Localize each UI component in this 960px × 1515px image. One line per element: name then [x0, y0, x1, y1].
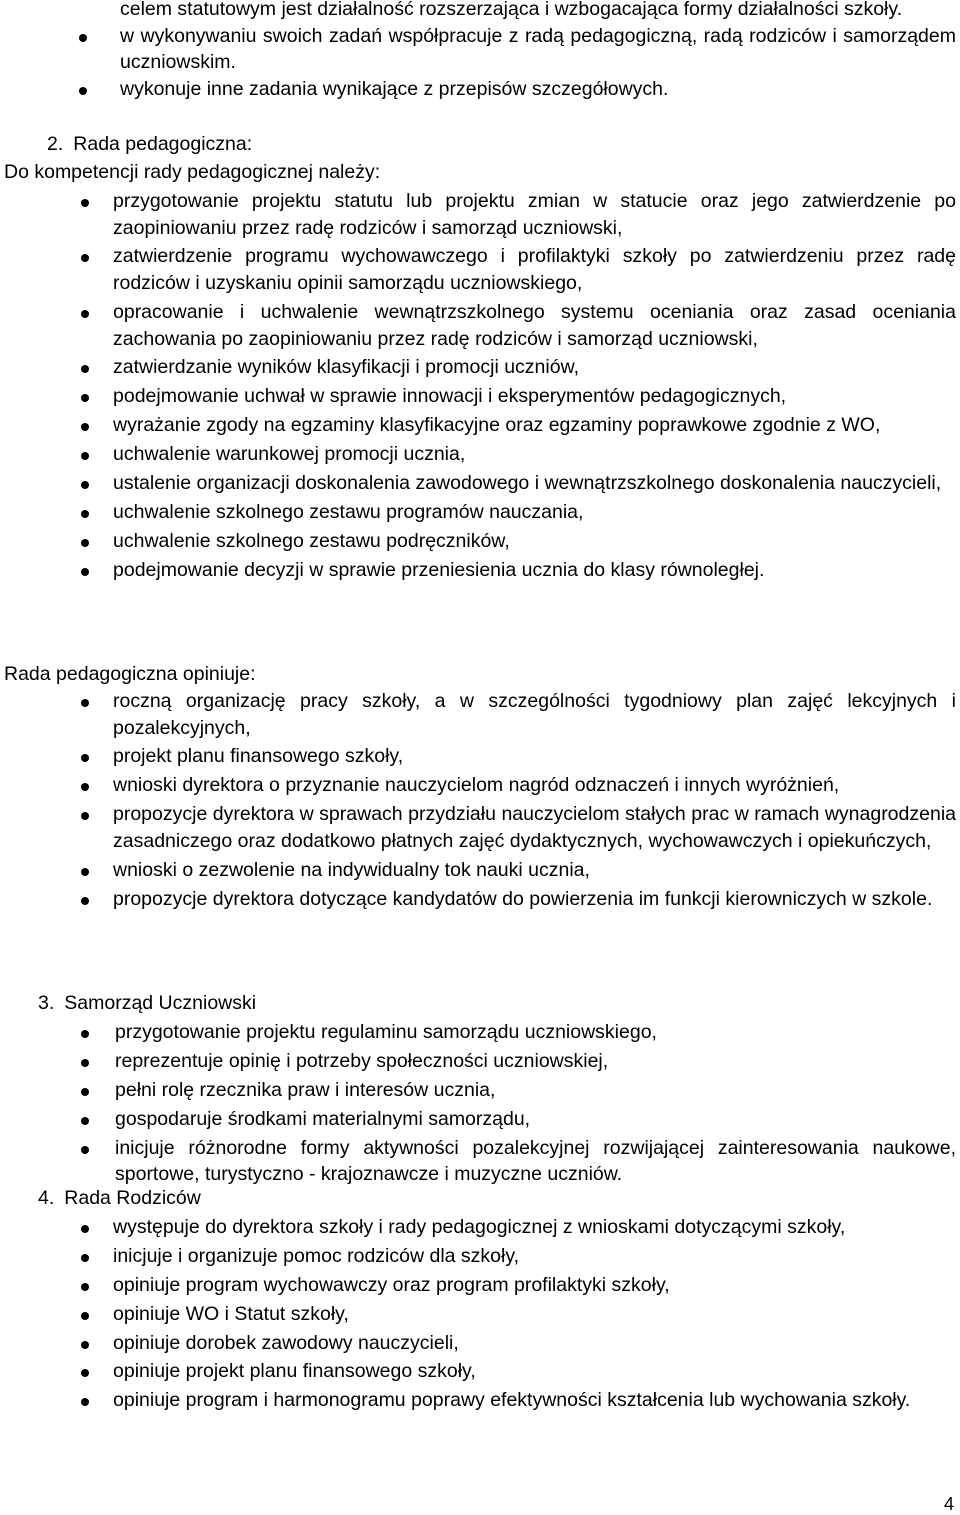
- list-item-text: podejmowanie decyzji w sprawie przeniesienia ucznia do klasy równoległej.: [113, 558, 765, 581]
- bullet-icon: [81, 510, 89, 518]
- bullet-icon: [81, 812, 89, 820]
- list-item-text: opiniuje WO i Statut szkoły,: [113, 1302, 349, 1325]
- list-item: [0, 1048, 960, 1075]
- list-item-text: podejmowanie uchwał w sprawie innowacji i eksperymentów pedagogicznych,: [113, 385, 787, 408]
- bullet-icon: [81, 754, 89, 762]
- list-item: [0, 243, 960, 296]
- list-item-text: uchwalenie szkolnego zestawu podręczników,: [113, 529, 510, 552]
- section-number: 2.: [47, 133, 64, 155]
- list-item-text: roczną organizację pracy szkoły, a w szczególności tygodniowy plan zajęć lekcyjnych i pozalekcyjnych,: [113, 690, 956, 739]
- list-item-text: zatwierdzanie wyników klasyfikacji i promocji uczniów,: [113, 356, 580, 379]
- list-item-text: inicjuje i organizuje pomoc rodziców dla szkoły,: [113, 1244, 520, 1267]
- list-item: [0, 76, 960, 103]
- bullet-icon: [81, 1146, 89, 1154]
- bullet-icon: [81, 365, 89, 373]
- list-item: [0, 1330, 960, 1357]
- list-item-text: wykonuje inne zadania wynikające z przepisów szczegółowych.: [120, 77, 669, 100]
- list-item: [0, 772, 960, 799]
- bullet-icon: [79, 87, 87, 95]
- section-heading-rada-rodzicow: [38, 1187, 201, 1210]
- bullet-icon: [81, 199, 89, 207]
- list-item-text: inicjuje różnorodne formy aktywności pozalekcyjnej rozwijającej zainteresowania naukowe, sportowe, turystyczno - krajoznawcze i muzyczne uczniów.: [115, 1136, 956, 1186]
- bullet-icon: [81, 1117, 89, 1125]
- bullet-icon: [81, 1312, 89, 1320]
- bullet-icon: [81, 310, 89, 318]
- list-item: [0, 188, 960, 241]
- samorzad-list: [0, 1019, 960, 1188]
- bullet-icon: [81, 1030, 89, 1038]
- list-item: [0, 743, 960, 770]
- list-item-text: zatwierdzenie programu wychowawczego i profilaktyki szkoły po zatwierdzeniu przez radę rodziców i uzyskaniu opinii samorządu uczniowskiego,: [113, 245, 956, 295]
- list-item-text: opiniuje program i harmonogramu poprawy efektywności kształcenia lub wychowania szkoły.: [113, 1389, 911, 1412]
- list-item: [0, 1135, 960, 1188]
- bullet-icon: [81, 568, 89, 576]
- list-item-text: wnioski o zezwolenie na indywidualny tok nauki ucznia,: [113, 858, 590, 881]
- section-title: Samorząd Uczniowski: [64, 992, 257, 1014]
- list-item: [0, 1243, 960, 1270]
- list-item: [0, 688, 960, 741]
- intro-list: [0, 0, 960, 102]
- list-item-text: opracowanie i uchwalenie wewnątrzszkolnego systemu oceniania oraz zasad oceniania zachowania po zaopiniowaniu przez radę rodziców i samorząd uczniowski,: [113, 300, 956, 350]
- competencies-list: [0, 188, 960, 583]
- samorzad-block: [0, 1019, 960, 1190]
- list-item: [0, 1077, 960, 1104]
- bullet-icon: [81, 1398, 89, 1406]
- list-item: [0, 528, 960, 555]
- list-item: [0, 1106, 960, 1133]
- competencies-block: [0, 188, 960, 586]
- list-item: [0, 1358, 960, 1385]
- rada-rodzicow-list: [0, 1214, 960, 1414]
- list-item: [0, 23, 960, 76]
- list-item: [0, 499, 960, 526]
- bullet-icon: [81, 1225, 89, 1233]
- bullet-icon: [79, 34, 87, 42]
- list-item: [0, 886, 960, 913]
- list-item-text: występuje do dyrektora szkoły i rady pedagogicznej z wnioskami dotyczącymi szkoły,: [113, 1216, 846, 1238]
- section-heading-rada-pedagogiczna: [47, 133, 252, 156]
- page-number: 4: [943, 1494, 954, 1514]
- list-item: [0, 1387, 960, 1414]
- list-item: [0, 383, 960, 410]
- list-item-text: gospodaruje środkami materialnymi samorządu,: [115, 1107, 531, 1130]
- section-number: 3.: [38, 992, 55, 1014]
- list-item-text: reprezentuje opinię i potrzeby społeczności uczniowskiej,: [115, 1049, 609, 1072]
- list-item: [0, 857, 960, 884]
- list-item-text: uchwalenie szkolnego zestawu programów nauczania,: [113, 500, 584, 523]
- list-item-text: opiniuje program wychowawczy oraz program profilaktyki szkoły,: [113, 1273, 670, 1296]
- bullet-icon: [81, 1088, 89, 1096]
- competencies-subheading: Do kompetencji rady pedagogicznej należy:: [4, 161, 381, 183]
- bullet-icon: [81, 783, 89, 791]
- list-item: [0, 801, 960, 854]
- list-item-text: propozycje dyrektora w sprawach przydziału nauczycielom stałych prac w ramach wynagrodzenia zasadniczego oraz dodatkowo płatnych zajęć dydaktycznych, wychowawczych i opiekuńczych,: [113, 803, 956, 852]
- section-title: Rada Rodziców: [64, 1187, 201, 1209]
- list-item-text: projekt planu finansowego szkoły,: [113, 745, 404, 768]
- list-item: [0, 1301, 960, 1328]
- list-item-text: propozycje dyrektora dotyczące kandydatów do powierzenia im funkcji kierowniczych w szkole.: [113, 887, 933, 910]
- opinion-subheading: Rada pedagogiczna opiniuje:: [4, 663, 256, 685]
- list-item-text: przygotowanie projektu regulaminu samorządu uczniowskiego,: [115, 1021, 657, 1043]
- bullet-icon: [81, 1059, 89, 1067]
- intro-block: [0, 0, 960, 102]
- bullet-icon: [81, 1254, 89, 1262]
- list-item: [0, 1272, 960, 1299]
- bullet-icon: [81, 481, 89, 489]
- list-item: [0, 0, 960, 23]
- list-item-text: przygotowanie projektu statutu lub projektu zmian w statucie oraz jego zatwierdzenie po zaopiniowaniu przez radę rodziców i samorząd uczniowski,: [113, 190, 956, 239]
- bullet-icon: [81, 868, 89, 876]
- list-item: [0, 1019, 960, 1046]
- opinions-list: [0, 688, 960, 912]
- bullet-icon: [81, 1369, 89, 1377]
- section-number: 4.: [38, 1187, 55, 1209]
- bullet-icon: [81, 699, 89, 707]
- list-item-text: opiniuje dorobek zawodowy nauczycieli,: [113, 1331, 459, 1354]
- opinions-block: [0, 688, 960, 915]
- bullet-icon: [81, 1341, 89, 1349]
- list-item: [0, 412, 960, 439]
- bullet-icon: [81, 452, 89, 460]
- list-item-text: ustalenie organizacji doskonalenia zawodowego i wewnątrzszkolnego doskonalenia nauczycieli,: [113, 472, 942, 495]
- list-item-text: pełni rolę rzecznika praw i interesów ucznia,: [115, 1078, 496, 1101]
- list-item: [0, 354, 960, 381]
- bullet-icon: [81, 539, 89, 547]
- list-item-text: uchwalenie warunkowej promocji ucznia,: [113, 443, 466, 466]
- list-item: [0, 1214, 960, 1241]
- section-title: Rada pedagogiczna:: [73, 133, 253, 155]
- list-item-text: w wykonywaniu swoich zadań współpracuje z radą pedagogiczną, radą rodziców i samorządem uczniowskim.: [120, 24, 956, 74]
- bullet-icon: [81, 897, 89, 905]
- list-item-text: wnioski dyrektora o przyznanie nauczycielom nagród odznaczeń i innych wyróżnień,: [113, 774, 840, 797]
- list-item: [0, 557, 960, 584]
- list-item-text: opiniuje projekt planu finansowego szkoły,: [113, 1360, 476, 1383]
- bullet-icon: [81, 254, 89, 262]
- section-heading-samorzad-uczniowski: [38, 992, 256, 1015]
- list-item-text: celem statutowym jest działalność rozszerzająca i wzbogacająca formy działalności szkoły.: [120, 0, 903, 20]
- rada-rodzicow-block: [0, 1214, 960, 1416]
- list-item: [0, 441, 960, 468]
- list-item-text: wyrażanie zgody na egzaminy klasyfikacyjne oraz egzaminy poprawkowe zgodnie z WO,: [113, 414, 881, 437]
- bullet-icon: [81, 423, 89, 431]
- bullet-icon: [81, 1283, 89, 1291]
- list-item: [0, 299, 960, 352]
- bullet-icon: [81, 394, 89, 402]
- list-item: [0, 470, 960, 497]
